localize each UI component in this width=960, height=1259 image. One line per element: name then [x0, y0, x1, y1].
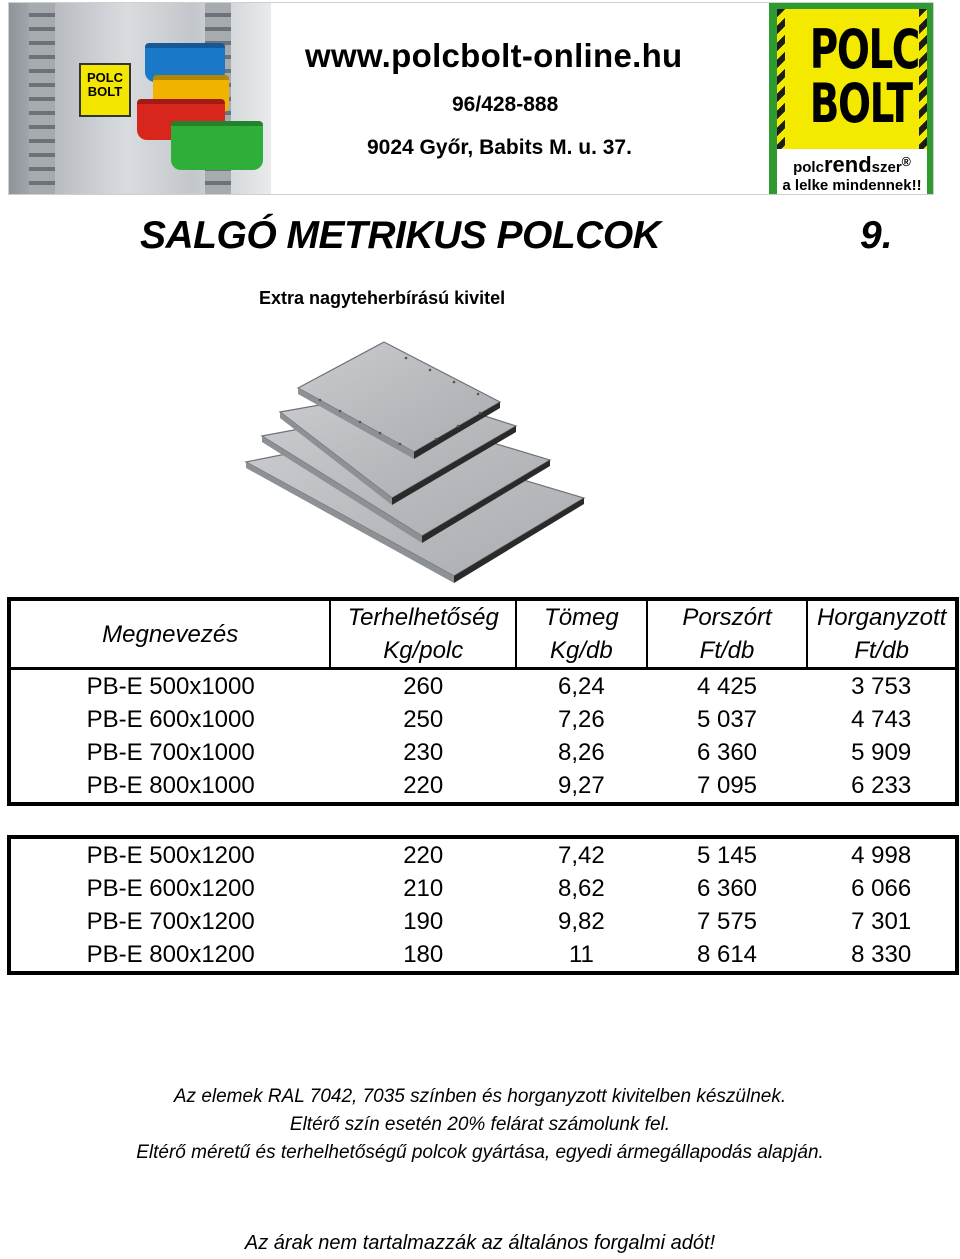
load-capacity: 220	[403, 771, 444, 799]
load-capacity: 190	[403, 907, 444, 935]
price-galvanized: 4 998	[851, 841, 912, 869]
col-unit-weight: Kg/db	[516, 634, 647, 669]
price-galvanized: 4 743	[851, 705, 912, 733]
weight: 8,26	[558, 738, 605, 766]
table-row	[9, 872, 957, 905]
load-capacity: 220	[403, 841, 444, 869]
price-powder: 5 037	[696, 705, 758, 733]
weight: 7,42	[558, 841, 605, 869]
notes-block	[0, 1083, 960, 1167]
load-capacity: 250	[403, 705, 444, 733]
table-row	[9, 837, 957, 872]
slogan-line2: a lelke mindennek!!	[782, 177, 922, 194]
hazard-stripe-left	[777, 9, 785, 159]
product-name: PB-E 500x1200	[86, 841, 255, 869]
rack-post-image	[29, 3, 55, 195]
polcbolt-logo	[769, 3, 934, 195]
phone-number: 96/428-888	[452, 93, 559, 116]
product-name: PB-E 600x1000	[86, 705, 255, 733]
product-name: PB-E 800x1200	[86, 940, 255, 968]
logo-word-bolt: BOLT	[809, 72, 912, 135]
table-row	[9, 938, 957, 973]
price-powder: 7 575	[696, 907, 758, 935]
price-table-1200	[7, 835, 959, 975]
page-number: 9.	[860, 214, 893, 257]
slogan-polc: polc	[793, 159, 824, 176]
price-powder: 4 425	[696, 672, 758, 700]
price-powder: 5 145	[696, 841, 758, 869]
green-bin-image	[171, 121, 263, 170]
store-address: 9024 Győr, Babits M. u. 37.	[367, 136, 632, 159]
price-powder: 8 614	[696, 940, 758, 968]
table-row	[9, 905, 957, 938]
weight: 9,82	[558, 907, 605, 935]
col-unit-load: Kg/polc	[330, 634, 516, 669]
weight: 9,27	[558, 771, 605, 799]
weight: 8,62	[558, 874, 605, 902]
registered-mark: ®	[901, 155, 911, 169]
col-header-name: Megnevezés	[9, 599, 330, 669]
price-powder: 6 360	[696, 738, 758, 766]
price-galvanized: 3 753	[851, 672, 912, 700]
col-header-galvanized: Horganyzott	[816, 604, 947, 631]
price-powder: 7 095	[696, 771, 758, 799]
table-row	[9, 736, 957, 769]
col-unit-powder: Ft/db	[647, 634, 808, 669]
slogan-rend: rend	[823, 152, 872, 177]
logo-word-polc: POLC	[809, 18, 919, 81]
shelf-panels-image	[240, 340, 590, 585]
load-capacity: 210	[403, 874, 444, 902]
price-galvanized: 8 330	[851, 940, 912, 968]
logo-slogan	[777, 149, 927, 195]
col-unit-galvanized: Ft/db	[807, 634, 957, 669]
table-row	[9, 703, 957, 736]
weight: 11	[568, 940, 594, 968]
product-name: PB-E 700x1000	[86, 738, 255, 766]
col-header-powder: Porszórt	[647, 599, 808, 634]
product-name: PB-E 700x1200	[86, 907, 255, 935]
product-name: PB-E 600x1200	[86, 874, 255, 902]
price-galvanized: 7 301	[851, 907, 912, 935]
note-line: Eltérő méretű és terhelhetőségű polcok gyártása, egyedi ármegállapodás alapján.	[136, 1142, 824, 1163]
weight: 7,26	[558, 705, 605, 733]
note-line: Eltérő szín esetén 20% felárat számolunk fel.	[289, 1114, 671, 1135]
warehouse-photo	[9, 3, 271, 195]
website-url[interactable]: www.polcbolt-online.hu	[305, 37, 683, 74]
vat-footer-note: Az árak nem tartalmazzák az általános forgalmi adót!	[244, 1232, 716, 1254]
load-capacity: 260	[403, 672, 444, 700]
col-header-load: Terhelhetőség	[330, 599, 516, 634]
page-subtitle: Extra nagyteherbírású kivitel	[259, 288, 506, 308]
load-capacity: 180	[403, 940, 444, 968]
header-banner	[8, 2, 934, 195]
table-row	[9, 669, 957, 704]
table-row	[9, 769, 957, 804]
note-line: Az elemek RAL 7042, 7035 színben és horganyzott kivitelben készülnek.	[173, 1086, 787, 1107]
price-galvanized: 5 909	[851, 738, 912, 766]
product-name: PB-E 500x1000	[86, 672, 255, 700]
price-galvanized: 6 233	[851, 771, 912, 799]
slogan-szer: szer	[871, 159, 902, 176]
col-header-weight: Tömeg	[516, 599, 647, 634]
price-galvanized: 6 066	[851, 874, 912, 902]
mini-polcbolt-logo: POLC BOLT	[79, 63, 131, 117]
price-table-1000	[7, 597, 959, 806]
product-name: PB-E 800x1000	[86, 771, 255, 799]
weight: 6,24	[558, 672, 605, 700]
page-title: SALGÓ METRIKUS POLCOK	[140, 214, 661, 257]
price-powder: 6 360	[696, 874, 758, 902]
hazard-stripe-right	[919, 9, 927, 159]
load-capacity: 230	[403, 738, 444, 766]
